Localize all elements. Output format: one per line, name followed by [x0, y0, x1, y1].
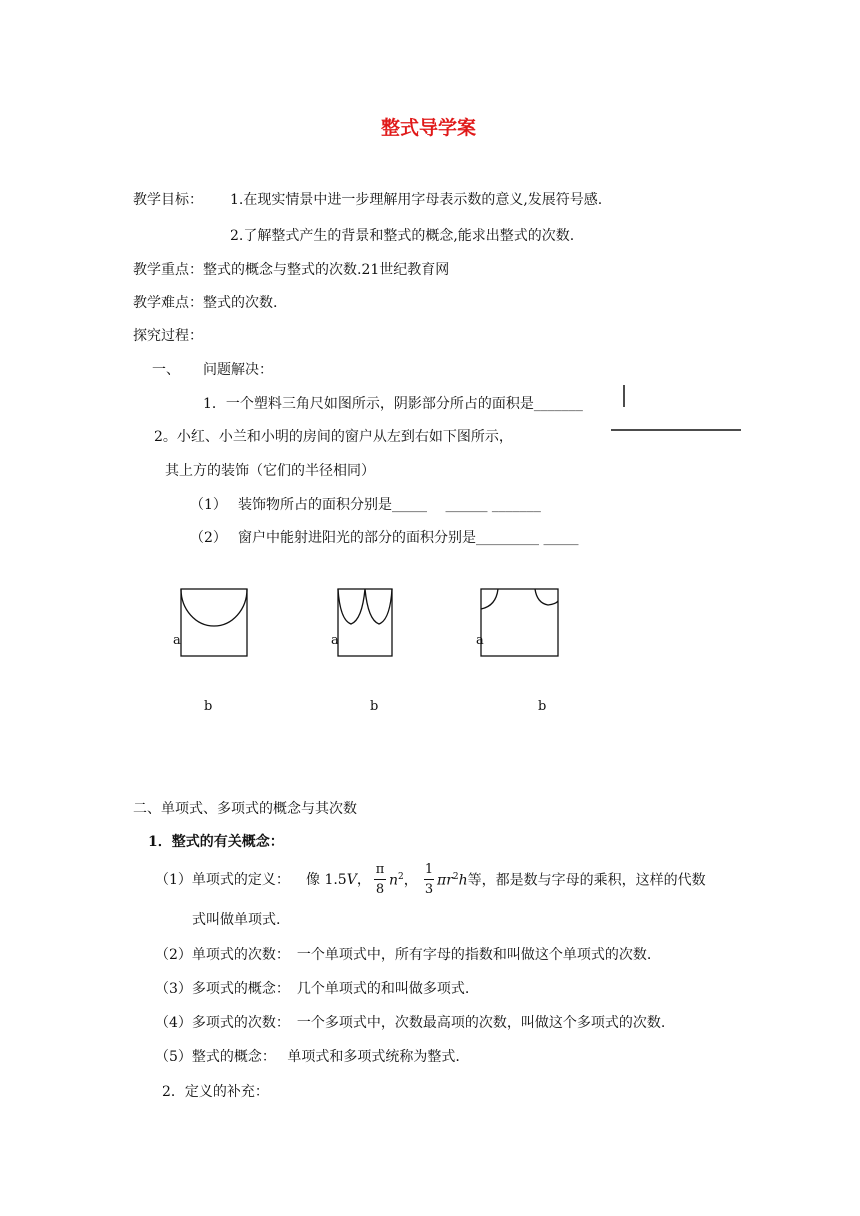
question-2-1-number: （1）: [190, 497, 227, 513]
window-3-decoration-left: [481, 589, 498, 609]
section2-sub1: 1．整式的有关概念：: [148, 834, 284, 850]
goal-item-2: 2.了解整式产生的背景和整式的概念,能求出整式的次数.: [230, 228, 575, 244]
section2-sub2: 2．定义的补充：: [162, 1084, 269, 1100]
question-2-2-number: （2）: [190, 530, 227, 546]
question-1: 1．一个塑料三角尺如图所示，阴影部分所占的面积是_______: [203, 396, 583, 412]
section1-number: 一、: [152, 362, 180, 378]
window-3-bottom-label: b: [538, 699, 547, 714]
question-2-1: 装饰物所占的面积分别是_____ ______ _______: [238, 497, 541, 513]
window-1-frame: [181, 589, 247, 656]
window-2-bottom-label: b: [370, 699, 379, 714]
fraction-2-tail: [437, 873, 706, 888]
page-title: 整式导学案: [381, 117, 477, 139]
key-point: 教学重点：整式的概念与整式的次数.21世纪教育网: [133, 262, 450, 278]
section2-title: 二、单项式、多项式的概念与其次数: [133, 801, 357, 817]
fraction-pi-over-8: [374, 863, 386, 896]
fraction-1-denominator: 8: [375, 882, 385, 897]
window-3-decoration-right: [535, 589, 558, 605]
window-3-frame: [481, 589, 558, 656]
goals-label: 教学目标：: [133, 192, 203, 208]
difficulty: 教学难点：整式的次数.: [133, 295, 278, 311]
window-1-bottom-label: b: [204, 699, 213, 714]
process-heading: 探究过程：: [133, 328, 203, 344]
fraction-1-tail: [389, 873, 418, 888]
def2: （2）单项式的次数： 一个单项式中，所有字母的指数和叫做这个单项式的次数.: [155, 947, 652, 963]
def1-comma-2: ，: [403, 872, 418, 889]
window-2-side-label: a: [331, 633, 339, 648]
fraction-1-exponent: 2: [398, 872, 404, 882]
fraction-2-numerator: 1: [424, 862, 434, 877]
section1-title: 问题解决：: [203, 362, 273, 378]
question-2-continued: 其上方的装饰（它们的半径相同）: [165, 463, 375, 479]
def1-label: （1）单项式的定义：: [155, 872, 290, 888]
def4: （4）多项式的次数： 一个多项式中，次数最高项的次数，叫做这个多项式的次数.: [155, 1015, 666, 1031]
window-2-decoration: [338, 589, 392, 624]
def1-var-v: V: [346, 872, 357, 888]
fraction-2-denominator: 3: [424, 882, 434, 897]
def1-text-b: 等，都是数与字母的乘积，这样的代数: [467, 872, 706, 889]
fraction-2-expression: πr: [437, 872, 453, 889]
fraction-2-exponent: 2: [452, 872, 459, 882]
def3: （3）多项式的概念： 几个单项式的和叫做多项式.: [155, 981, 470, 997]
fraction-1-numerator: π: [375, 862, 385, 877]
def1-number: 像 1.5: [306, 872, 347, 888]
fraction-one-third: [424, 863, 434, 896]
fraction-1-variable: n: [389, 872, 399, 889]
window-3-side-label: a: [476, 633, 484, 648]
goal-item-1: 1.在现实情景中进一步理解用字母表示数的意义,发展符号感.: [230, 192, 603, 208]
window-2-frame: [338, 589, 392, 656]
window-1-side-label: a: [173, 633, 181, 648]
def1-continued: 式叫做单项式.: [192, 912, 281, 928]
question-2-2: 窗户中能射进阳光的部分的面积分别是_________ _____: [238, 530, 579, 546]
def1-comma-1: ，: [356, 872, 371, 888]
window-1-decoration: [181, 589, 247, 626]
def5: （5）整式的概念： 单项式和多项式统称为整式.: [155, 1049, 460, 1065]
question-2: 2。小红、小兰和小明的房间的窗户从左到右如下图所示，: [154, 429, 513, 445]
fraction-2-variable: h: [458, 872, 468, 889]
def1-text-a: [306, 873, 371, 887]
